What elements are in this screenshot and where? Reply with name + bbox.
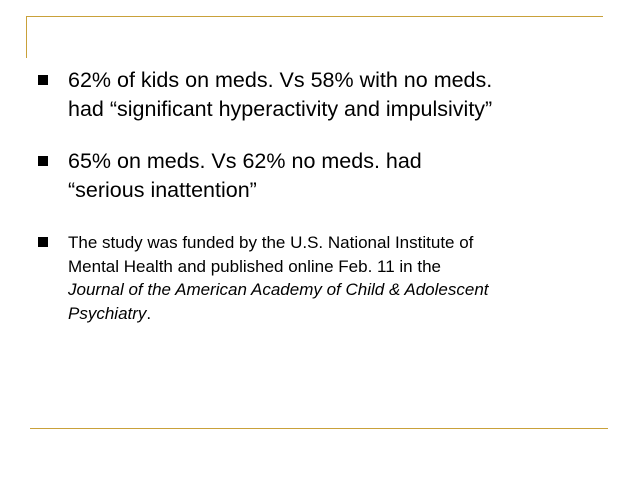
- square-bullet-icon: [38, 237, 48, 247]
- square-bullet-icon: [38, 156, 48, 166]
- square-bullet-icon: [38, 75, 48, 85]
- bullet-item-study-funding: [38, 231, 618, 325]
- end-punctuation: .: [146, 303, 152, 323]
- left-rule: [26, 16, 27, 58]
- bullet-text-line: Mental Health and published online Feb. 11 in the: [68, 256, 441, 276]
- bullet-list: [38, 66, 618, 325]
- bullet-text-line: “serious inattention”: [68, 178, 257, 202]
- bullet-item-meds-inattention: [38, 147, 618, 205]
- journal-title-end-line: [68, 302, 618, 326]
- bullet-item-meds-hyperactivity: [38, 66, 618, 124]
- bottom-rule: [30, 428, 608, 429]
- bullet-text-line: 62% of kids on meds. Vs 58% with no meds.: [68, 68, 493, 92]
- bullet-text-line: 65% on meds. Vs 62% no meds. had: [68, 149, 422, 173]
- journal-title-fragment: Psychiatry: [68, 303, 147, 323]
- bullet-text-line: had “significant hyperactivity and impulsivity”: [68, 97, 493, 121]
- bullet-text-line: The study was funded by the U.S. National Institute of: [68, 233, 474, 252]
- top-rule: [26, 16, 603, 17]
- journal-title-line: Journal of the American Academy of Child & Adolescent: [68, 280, 489, 299]
